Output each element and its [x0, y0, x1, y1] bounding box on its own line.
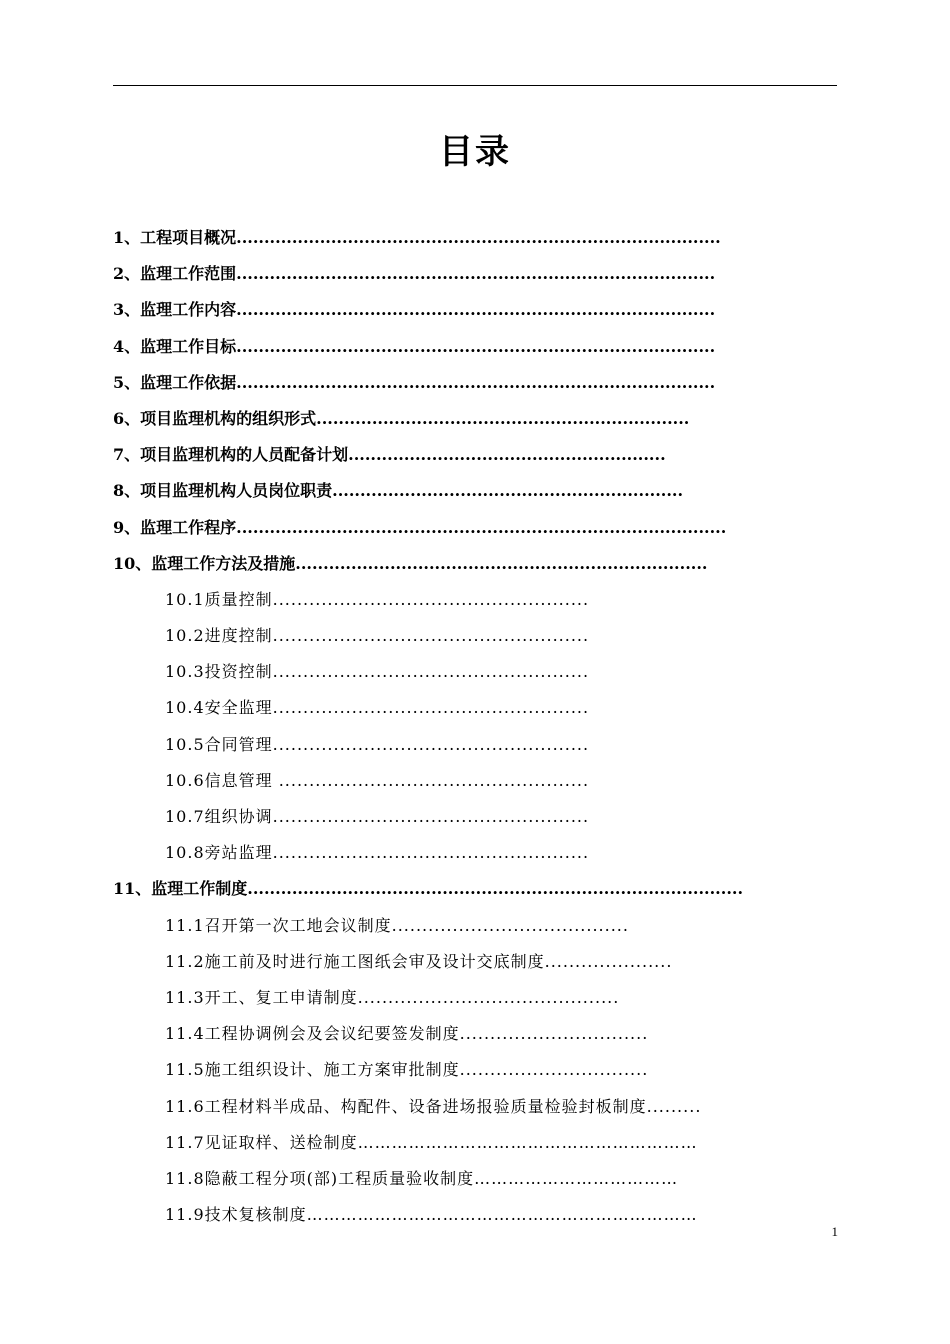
toc-entry-text: 11.1召开第一次工地会议制度.......................................: [165, 915, 629, 935]
toc-subentry[interactable]: [113, 731, 813, 767]
toc-subentry[interactable]: [113, 948, 813, 984]
toc-entry-text: 4、监理工作目标......................................................................................: [113, 336, 716, 356]
toc-entry-text: 10.4安全监理....................................................: [165, 698, 590, 718]
toc-entry-text: 10.7组织协调....................................................: [165, 807, 590, 826]
toc-entry-text: 9、监理工作程序........................................................................................: [113, 517, 727, 537]
toc-subentry[interactable]: [113, 1093, 813, 1129]
toc-entry[interactable]: [113, 550, 813, 586]
toc-entry[interactable]: [113, 405, 813, 441]
toc-entry-text: 11.8隐蔽工程分项(部)工程质量验收制度………………………………: [165, 1168, 679, 1188]
toc-subentry[interactable]: [113, 586, 813, 622]
toc-entry[interactable]: [113, 441, 813, 477]
toc-entry[interactable]: [113, 296, 813, 332]
table-of-contents: [113, 224, 813, 1237]
toc-subentry[interactable]: [113, 1020, 813, 1056]
toc-entry[interactable]: [113, 514, 813, 550]
toc-entry[interactable]: [113, 477, 813, 513]
toc-entry-text: 11、监理工作制度.........................................................................................: [113, 879, 744, 899]
toc-entry-text: 11.9技术复核制度……………………………………………………………: [165, 1205, 698, 1225]
toc-subentry[interactable]: [113, 912, 813, 948]
toc-subentry[interactable]: [113, 1165, 813, 1201]
toc-subentry[interactable]: [113, 694, 813, 730]
toc-entry-text: 6、项目监理机构的组织形式...................................................................: [113, 408, 690, 428]
toc-entry-text: 2、监理工作范围......................................................................................: [113, 264, 716, 284]
toc-subentry[interactable]: [113, 1056, 813, 1092]
toc-entry-text: 8、项目监理机构人员岗位职责...............................................................: [113, 481, 684, 501]
toc-entry-text: 10.2进度控制....................................................: [165, 626, 590, 646]
toc-entry-text: 5、监理工作依据......................................................................................: [113, 372, 716, 392]
toc-entry[interactable]: [113, 224, 813, 260]
toc-entry-text: 10.6信息管理 ...................................................: [165, 770, 590, 790]
toc-entry-text: 11.2施工前及时进行施工图纸会审及设计交底制度.....................: [165, 951, 673, 971]
toc-subentry[interactable]: [113, 622, 813, 658]
toc-subentry[interactable]: [113, 658, 813, 694]
toc-entry[interactable]: [113, 875, 813, 911]
toc-entry-text: 11.3开工、复工申请制度...........................................: [165, 987, 620, 1007]
toc-subentry[interactable]: [113, 984, 813, 1020]
toc-entry-text: 10.8旁站监理....................................................: [165, 843, 590, 863]
toc-entry-text: 10.5合同管理....................................................: [165, 734, 590, 754]
toc-subentry[interactable]: [113, 803, 813, 839]
page-title: 目录: [439, 132, 511, 172]
header-rule: [113, 85, 837, 86]
toc-entry-text: 3、监理工作内容......................................................................................: [113, 300, 716, 320]
toc-entry-text: 1、工程项目概况.......................................................................................: [113, 228, 721, 247]
toc-entry-text: 11.4工程协调例会及会议纪要签发制度...............................: [165, 1024, 649, 1044]
toc-entry-text: 10.3投资控制....................................................: [165, 662, 590, 682]
toc-subentry[interactable]: [113, 839, 813, 875]
toc-entry-text: 10、监理工作方法及措施..........................................................................: [113, 553, 708, 573]
page-number: 1: [831, 1224, 838, 1239]
toc-entry-text: 11.7见证取样、送检制度……………………………………………………: [165, 1132, 698, 1152]
toc-entry[interactable]: [113, 333, 813, 369]
toc-entry-text: 7、项目监理机构的人员配备计划.........................................................: [113, 445, 666, 465]
toc-entry-text: 10.1质量控制....................................................: [165, 589, 590, 609]
toc-subentry[interactable]: [113, 1129, 813, 1165]
toc-entry[interactable]: [113, 369, 813, 405]
toc-entry-text: 11.5施工组织设计、施工方案审批制度...............................: [165, 1060, 649, 1080]
toc-subentry[interactable]: [113, 1201, 813, 1237]
toc-subentry[interactable]: [113, 767, 813, 803]
toc-entry-text: 11.6工程材料半成品、构配件、设备进场报验质量检验封板制度.........: [165, 1096, 702, 1116]
toc-entry[interactable]: [113, 260, 813, 296]
